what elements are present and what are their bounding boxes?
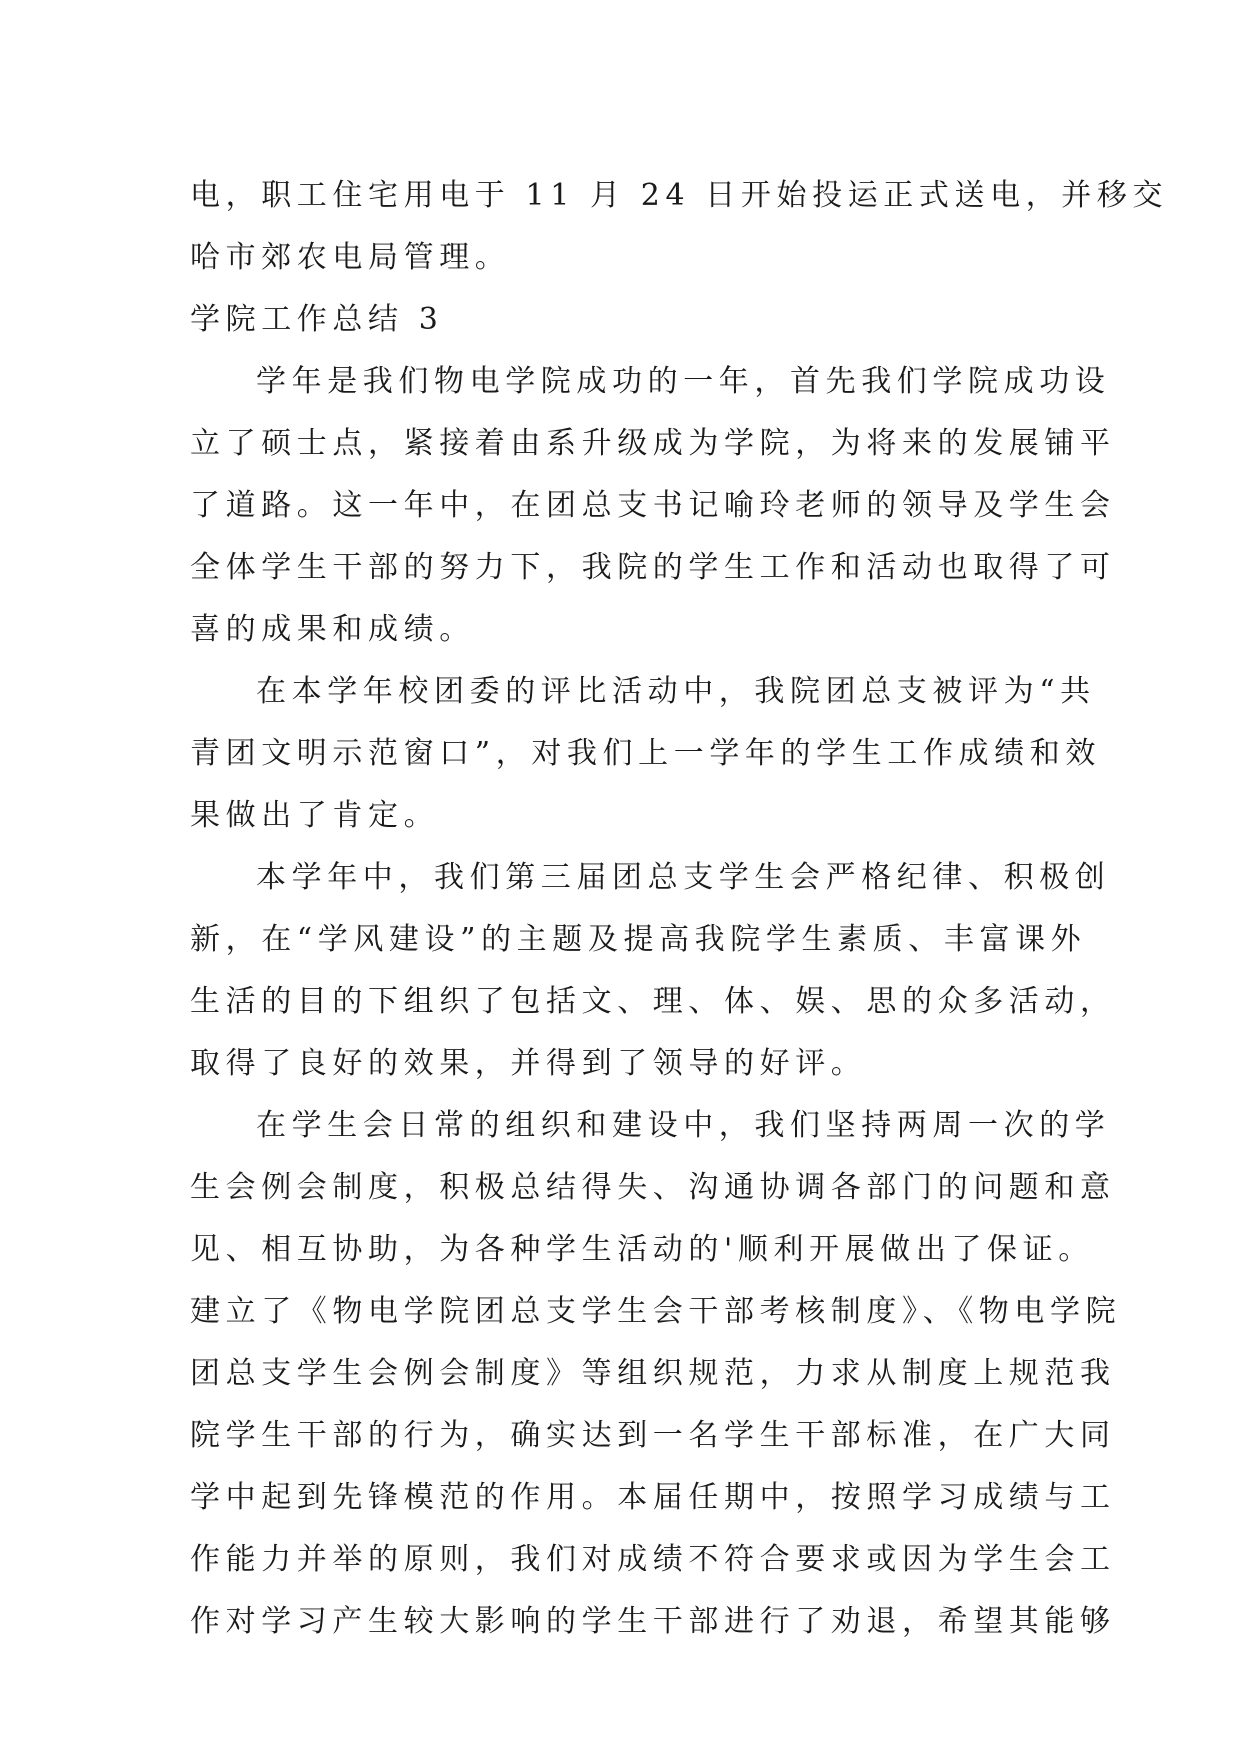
text-line: 团总支学生会例会制度》等组织规范，力求从制度上规范我 (190, 1356, 1116, 1391)
text-line: 哈市郊农电局管理。 (190, 240, 511, 275)
text-line: 喜的成果和成绩。 (190, 612, 475, 647)
text-line: 作对学习产生较大影响的学生干部进行了劝退，希望其能够 (190, 1604, 1116, 1639)
text-line: 作能力并举的原则，我们对成绩不符合要求或因为学生会工 (190, 1542, 1116, 1577)
text-line: 电，职工住宅用电于 11 月 24 日开始投运正式送电，并移交 (190, 178, 1169, 213)
text-line: 新，在“学风建设”的主题及提高我院学生素质、丰富课外 (190, 922, 1087, 957)
text-line: 学中起到先锋模范的作用。本届任期中，按照学习成绩与工 (190, 1480, 1116, 1515)
text-line: 了道路。这一年中，在团总支书记喻玲老师的领导及学生会 (190, 488, 1116, 523)
text-line: 生会例会制度，积极总结得失、沟通协调各部门的问题和意 (190, 1170, 1116, 1205)
text-line: 在本学年校团委的评比活动中，我院团总支被评为“共 (256, 674, 1096, 709)
text-line: 生活的目的下组织了包括文、理、体、娱、思的众多活动， (190, 984, 1116, 1019)
section-heading: 学院工作总结 3 (190, 302, 444, 337)
text-line: 果做出了肯定。 (190, 798, 440, 833)
text-line: 在学生会日常的组织和建设中，我们坚持两周一次的学 (256, 1108, 1111, 1143)
text-line: 青团文明示范窗口”，对我们上一学年的学生工作成绩和效 (190, 736, 1101, 771)
text-line: 本学年中，我们第三届团总支学生会严格纪律、积极创 (256, 860, 1111, 895)
text-line: 院学生干部的行为，确实达到一名学生干部标准，在广大同 (190, 1418, 1116, 1453)
text-line: 建立了《物电学院团总支学生会干部考核制度》、《物电学院 (190, 1294, 1122, 1329)
text-line: 学年是我们物电学院成功的一年，首先我们学院成功设 (256, 364, 1111, 399)
document-body (190, 165, 1169, 1653)
text-line: 取得了良好的效果，并得到了领导的好评。 (190, 1046, 867, 1081)
text-line: 见、相互协助，为各种学生活动的'顺利开展做出了保证。 (190, 1232, 1094, 1267)
text-line: 全体学生干部的努力下，我院的学生工作和活动也取得了可 (190, 550, 1116, 585)
text-line: 立了硕士点，紧接着由系升级成为学院，为将来的发展铺平 (190, 426, 1116, 461)
